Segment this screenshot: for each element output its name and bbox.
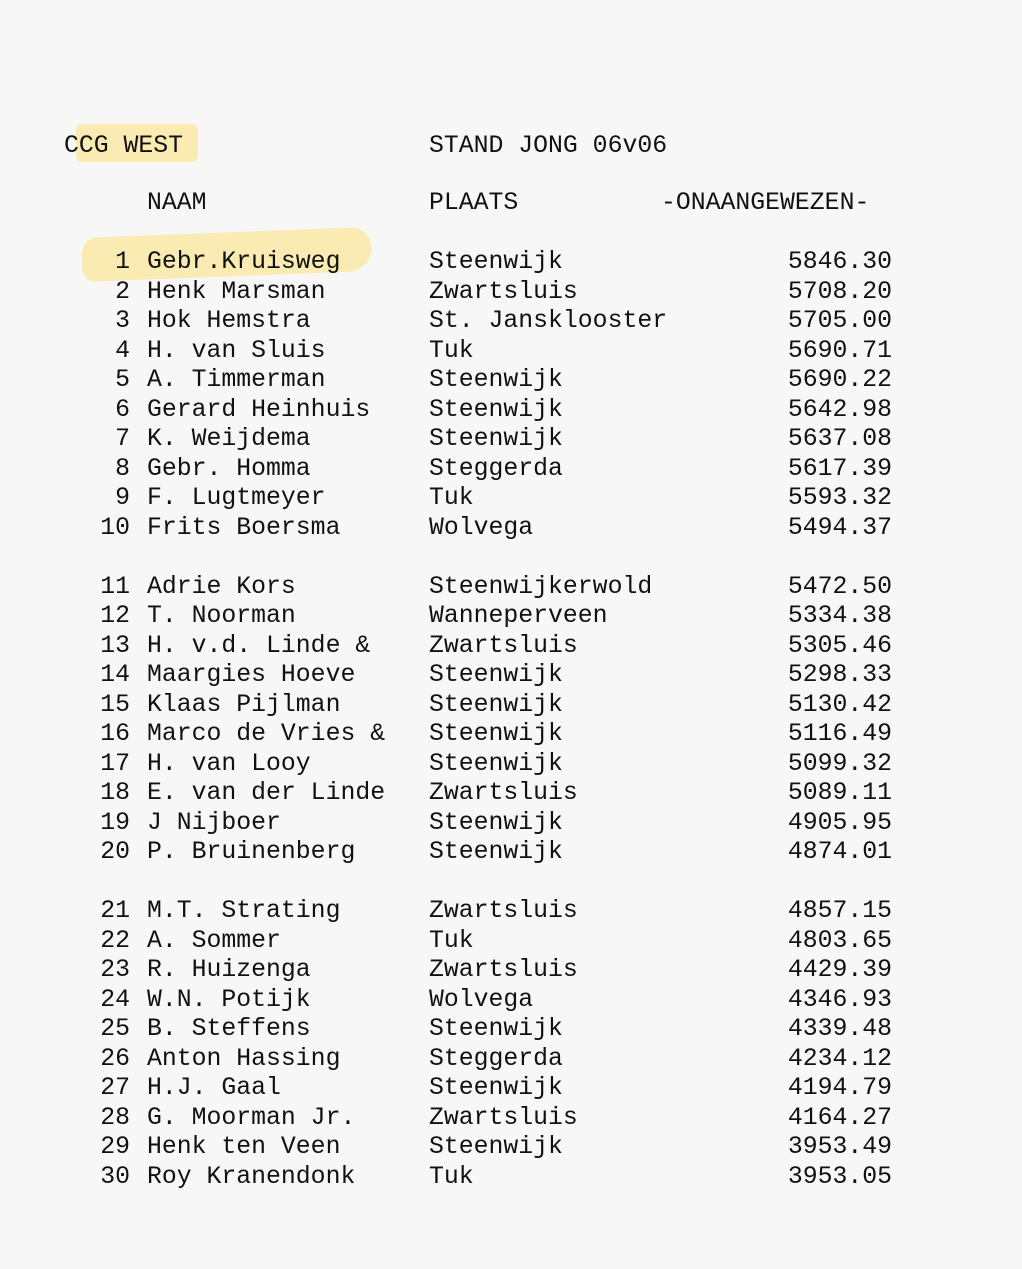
standings-document [64,130,964,1192]
table-row [64,573,964,603]
table-row [64,1163,964,1193]
row-place: Wolvega [429,513,534,542]
table-row [64,956,964,986]
table-row [64,366,964,396]
row-rank: 9 [115,484,130,512]
table-row [64,396,964,426]
row-score: 4346.93 [787,985,892,1014]
row-place: Zwartsluis [429,1103,578,1132]
row-name: Anton Hassing [147,1044,341,1073]
row-score: 5472.50 [787,572,892,601]
group-spacer [64,868,964,898]
row-score: 5099.32 [787,749,892,778]
row-name: Marco de Vries & [147,720,386,748]
row-score: 4905.95 [787,808,892,837]
row-place: Steenwijk [429,1133,563,1161]
row-place: Steggerda [429,454,563,483]
table-row [64,1074,964,1104]
row-name: K. Weijdema [147,425,311,453]
table-row [64,986,964,1016]
row-name: Maargies Hoeve [147,661,356,689]
row-score: 3953.05 [787,1162,892,1191]
row-place: Steenwijk [429,366,563,394]
row-rank: 24 [100,985,130,1014]
row-place: Tuk [429,336,474,365]
row-place: Tuk [429,1162,474,1191]
column-header-place: PLAATS [429,189,519,217]
row-name: P. Bruinenberg [147,838,356,866]
row-name: Henk Marsman [147,277,326,306]
row-place: Zwartsluis [429,779,578,807]
table-row [64,1045,964,1075]
row-rank: 30 [100,1162,130,1191]
row-rank: 2 [115,277,130,306]
row-rank: 1 [115,248,130,276]
row-name: F. Lugtmeyer [147,484,326,512]
row-place: Steenwijk [429,838,563,866]
table-row [64,661,964,691]
row-place: Steenwijk [429,1074,563,1102]
row-rank: 13 [100,631,130,660]
row-name: Frits Boersma [147,513,341,542]
row-rank: 7 [115,425,130,453]
table-row [64,1015,964,1045]
row-rank: 21 [100,897,130,925]
row-rank: 10 [100,513,130,542]
row-name: W.N. Potijk [147,985,311,1014]
row-score: 5089.11 [787,779,892,807]
table-row [64,307,964,337]
row-rank: 25 [100,1015,130,1043]
row-name: M.T. Strating [147,897,341,925]
row-place: Zwartsluis [429,631,578,660]
row-place: Steenwijk [429,425,563,453]
row-score: 5705.00 [787,307,892,335]
row-place: Steenwijkerwold [429,572,653,601]
row-place: Steenwijk [429,808,563,837]
row-score: 5637.08 [787,425,892,453]
row-score: 5617.39 [787,454,892,483]
row-place: Steenwijk [429,395,563,424]
row-name: A. Timmerman [147,366,326,394]
row-score: 5690.22 [787,366,892,394]
row-name: J Nijboer [147,808,281,837]
row-name: Gebr.Kruisweg [147,248,341,276]
row-name: Gebr. Homma [147,454,311,483]
row-place: Zwartsluis [429,277,578,306]
row-name: E. van der Linde [147,779,386,807]
row-rank: 26 [100,1044,130,1073]
row-score: 5708.20 [787,277,892,306]
row-rank: 4 [115,336,130,365]
row-score: 5130.42 [787,690,892,719]
table-row [64,1104,964,1134]
row-place: Zwartsluis [429,956,578,984]
row-place: Steenwijk [429,749,563,778]
standings-table [64,248,964,1192]
row-rank: 14 [100,661,130,689]
row-rank: 22 [100,926,130,955]
row-name: T. Noorman [147,602,296,630]
row-place: St. Jansklooster [429,307,668,335]
row-name: H. v.d. Linde & [147,631,371,660]
table-row [64,750,964,780]
row-name: Roy Kranendonk [147,1162,356,1191]
table-row [64,278,964,308]
row-place: Steenwijk [429,1015,563,1043]
row-place: Wolvega [429,985,534,1014]
row-name: G. Moorman Jr. [147,1103,356,1132]
table-row [64,927,964,957]
organization-name: CCG WEST [64,132,184,160]
row-name: H. van Looy [147,749,311,778]
row-rank: 3 [115,307,130,335]
title-line [64,130,964,189]
table-row [64,1133,964,1163]
row-place: Tuk [429,926,474,955]
row-place: Steenwijk [429,690,563,719]
table-row [64,425,964,455]
column-header-name: NAAM [147,189,207,217]
row-rank: 23 [100,956,130,984]
row-place: Zwartsluis [429,897,578,925]
row-score: 4234.12 [787,1044,892,1073]
row-score: 4857.15 [787,897,892,925]
row-name: A. Sommer [147,926,281,955]
row-place: Tuk [429,484,474,512]
row-score: 5642.98 [787,395,892,424]
row-name: Adrie Kors [147,572,296,601]
row-rank: 5 [115,366,130,394]
table-row [64,484,964,514]
table-row [64,838,964,868]
row-rank: 19 [100,808,130,837]
row-name: Gerard Heinhuis [147,395,371,424]
row-place: Wanneperveen [429,602,608,630]
row-name: R. Huizenga [147,956,311,984]
row-rank: 12 [100,602,130,630]
row-name: Hok Hemstra [147,307,311,335]
table-row [64,514,964,544]
row-score: 4164.27 [787,1103,892,1132]
row-rank: 17 [100,749,130,778]
row-rank: 6 [115,395,130,424]
row-score: 4803.65 [787,926,892,955]
row-score: 4429.39 [787,956,892,984]
row-score: 4194.79 [787,1074,892,1102]
row-score: 5305.46 [787,631,892,660]
row-score: 4874.01 [787,838,892,866]
row-score: 4339.48 [787,1015,892,1043]
row-rank: 28 [100,1103,130,1132]
row-score: 5116.49 [787,720,892,748]
row-score: 5593.32 [787,484,892,512]
table-row [64,897,964,927]
table-row [64,602,964,632]
row-rank: 20 [100,838,130,866]
row-rank: 27 [100,1074,130,1102]
row-name: H.J. Gaal [147,1074,281,1102]
row-score: 5298.33 [787,661,892,689]
row-place: Steenwijk [429,661,563,689]
column-header-score: -ONAANGEWEZEN- [661,189,870,217]
row-rank: 11 [100,572,130,601]
table-row [64,632,964,662]
row-rank: 15 [100,690,130,719]
table-row [64,337,964,367]
group-spacer [64,543,964,573]
row-score: 5494.37 [787,513,892,542]
standings-title: STAND JONG 06v06 [429,132,668,160]
row-name: Klaas Pijlman [147,690,341,719]
row-place: Steenwijk [429,720,563,748]
row-score: 5334.38 [787,602,892,630]
row-name: B. Steffens [147,1015,311,1043]
row-name: Henk ten Veen [147,1133,341,1161]
row-score: 5690.71 [787,336,892,365]
table-row [64,809,964,839]
table-row [64,248,964,278]
row-score: 3953.49 [787,1133,892,1161]
row-rank: 29 [100,1133,130,1161]
table-row [64,691,964,721]
table-row [64,455,964,485]
row-rank: 18 [100,779,130,807]
row-place: Steggerda [429,1044,563,1073]
row-name: H. van Sluis [147,336,326,365]
row-rank: 8 [115,454,130,483]
row-place: Steenwijk [429,248,563,276]
row-score: 5846.30 [787,248,892,276]
row-rank: 16 [100,720,130,748]
table-row [64,720,964,750]
table-row [64,779,964,809]
